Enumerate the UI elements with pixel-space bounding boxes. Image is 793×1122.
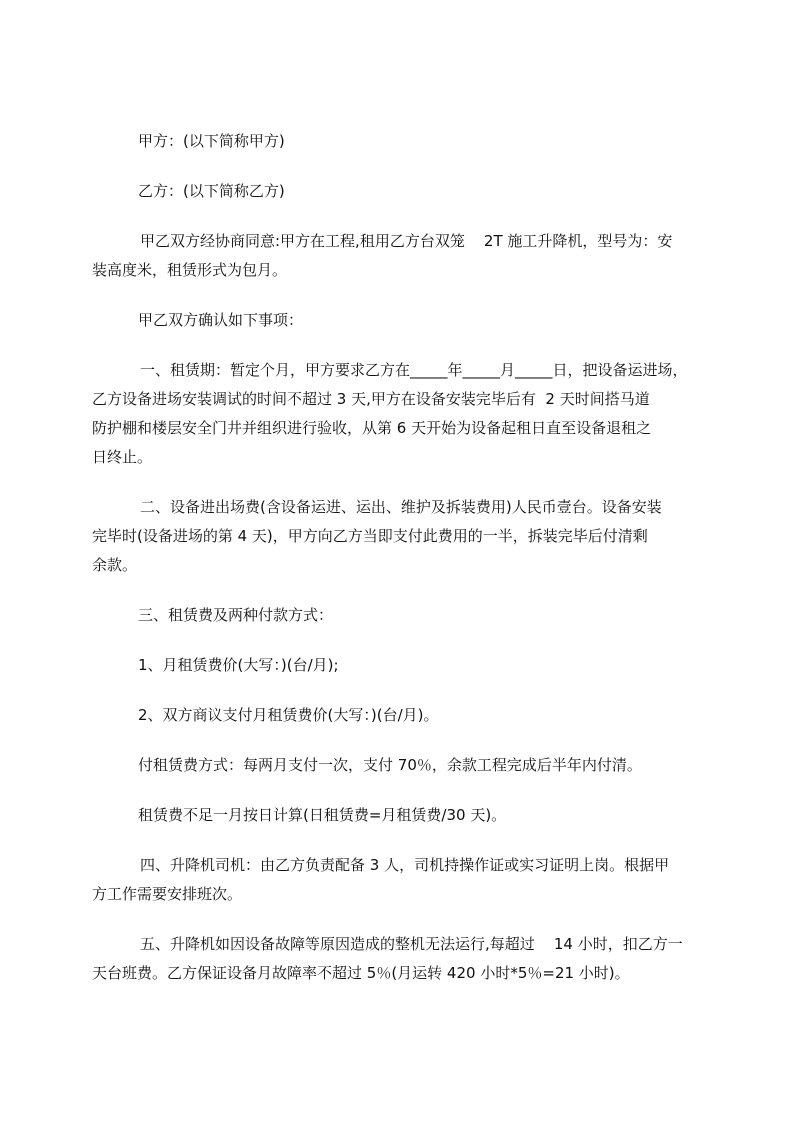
clause-3-2-line [92,701,712,730]
agreement-line-1: 甲乙双方经协商同意:甲方在工程,租用乙方台双笼 2T 施工升降机，型号为：安 [140,232,673,250]
clause-2-line-1: 二、设备进出场费(含设备运进、运出、维护及拆装费用)人民币壹台。设备安装 [140,498,662,516]
payment-method-text: 付租赁费方式：每两月支付一次，支付 70％，余款工程完成后半年内付清。 [138,756,642,774]
clause-4-line-1: 四、升降机司机：由乙方负责配备 3 人，司机持操作证或实习证明上岗。根据甲 [140,856,670,874]
party-b-line [92,177,712,206]
clause-3-1-line [92,651,712,680]
clause-1-line-2: 乙方设备进场安装调试的时间不超过 3 天,甲方在设备安装完毕后有 2 天时间搭马道 [92,390,650,408]
clause-3-line [92,601,712,630]
confirm-text: 甲乙双方确认如下事项： [138,311,304,329]
document-body [92,127,712,988]
clause-4-paragraph [92,851,712,909]
payment-method-line [92,751,712,780]
clause-2-line-3: 余款。 [92,556,138,574]
clause-3-2-text: 2、双方商议支付月租赁费价(大写：)(台/月)。 [138,706,439,724]
daily-rate-text: 租赁费不足一月按日计算(日租赁费=月租赁费/30 天)。 [138,806,507,824]
party-a-line [92,127,712,156]
clause-5-paragraph [92,930,712,988]
agreement-line-2: 装高度米，租赁形式为包月。 [92,261,288,279]
clause-3-1-text: 1、月租赁费价(大写：)(台/月); [138,656,339,674]
daily-rate-line [92,801,712,830]
clause-2-line-2: 完毕时(设备进场的第 4 天)，甲方向乙方当即支付此费用的一半，拆装完毕后付清剩 [92,527,648,545]
party-a-text: 甲方：(以下简称甲方) [138,132,285,150]
clause-5-line-1: 五、升降机如因设备故障等原因造成的整机无法运行,每超过 14 小时，扣乙方一 [140,935,683,953]
clause-4-line-2: 方工作需要安排班次。 [92,885,243,903]
agreement-paragraph [92,227,712,285]
clause-1-line-3: 防护棚和楼层安全门井并组织进行验收，从第 6 天开始为设备起租日直至设备退租之 [92,419,652,437]
clause-1-line-1: 一、租赁期：暂定个月，甲方要求乙方在_____年_____月_____日，把设备运进场， [140,361,688,379]
party-b-text: 乙方：(以下简称乙方) [138,182,285,200]
clause-1-paragraph [92,356,712,472]
confirm-line [92,306,712,335]
clause-5-line-2: 天台班费。乙方保证设备月故障率不超过 5％(月运转 420 小时*5％=21 小时)。 [92,964,630,982]
clause-3-text: 三、租赁费及两种付款方式： [138,606,334,624]
clause-1-line-4: 日终止。 [92,448,153,466]
clause-2-paragraph [92,493,712,580]
